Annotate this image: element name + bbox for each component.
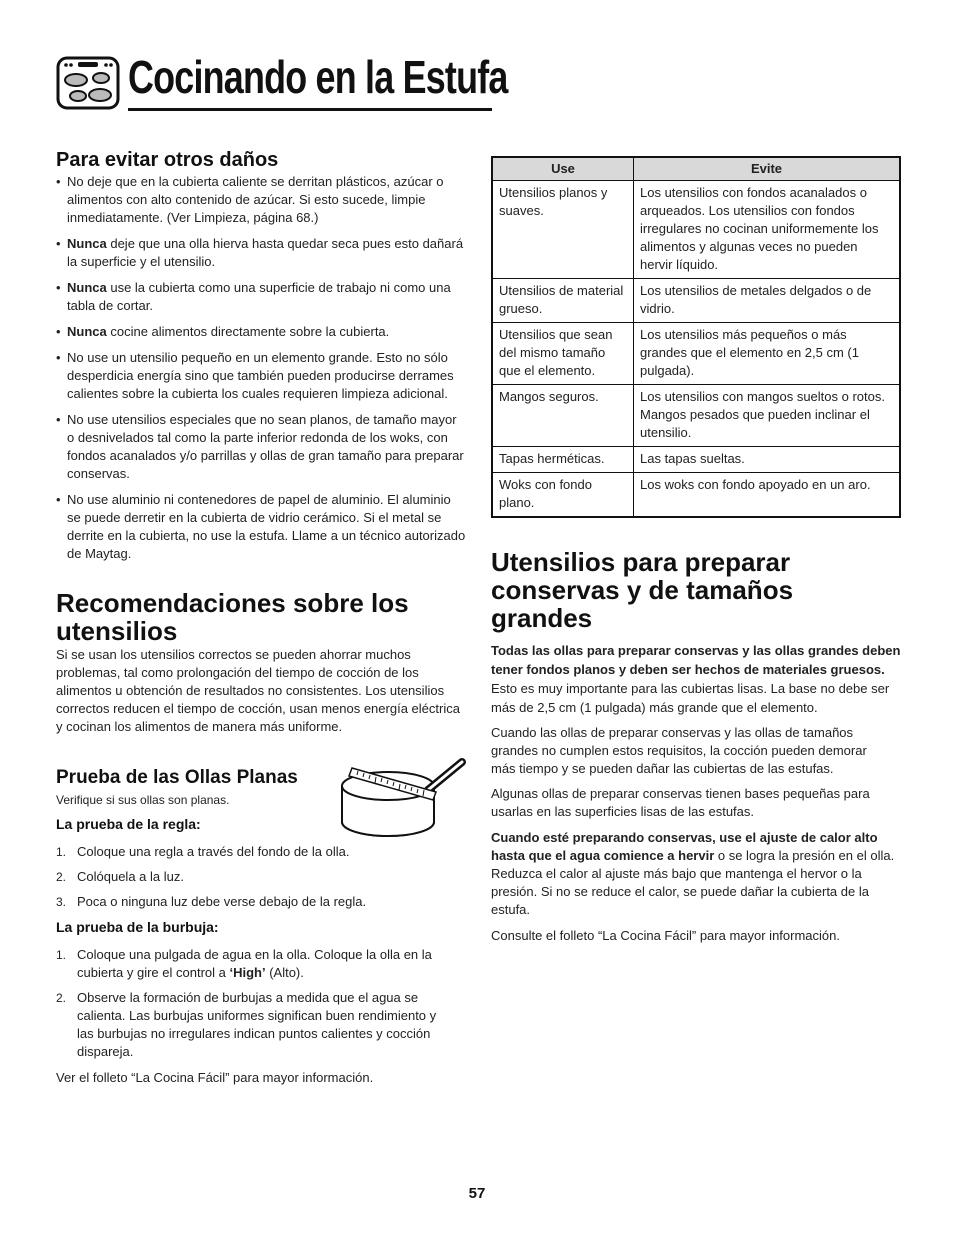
canning-para-2: Cuando las ollas de preparar conservas y las ollas de tamaños grandes no cumplen estos requisitos, la cocción pueden demorar más tiempo y se pueden dañar las cubiertas de las estufas. [491,725,867,776]
list-item: • Nunca cocine alimentos directamente sobre la cubierta. [56,323,466,341]
list-item: • No use aluminio ni contenedores de papel de aluminio. El aluminio se puede derretir en la cubierta de vidrio cerámico. Si el metal se derrite en la cubierta, no use la estufa. Llame a un técnico autorizado de Maytag. [56,491,466,563]
page-number: 57 [468,1185,486,1202]
avoid-cell: Las tapas sueltas. [634,447,901,473]
pan-ruler-icon [338,756,468,840]
avoid-list [56,173,466,571]
list-item: • No use un utensilio pequeño en un elemento grande. Esto no sólo desperdicia energía sino que también pueden producirse derrames calientes sobre la cubierta los cuales requieren limpieza adicional. [56,349,466,403]
avoid-cell: Los woks con fondo apoyado en un aro. [634,473,901,518]
list-item: 3. Poca o ninguna luz debe verse debajo de la regla. [56,894,367,909]
col-avoid-header: Evite [634,157,901,181]
bubble-heading: La prueba de la burbuja: [56,919,219,935]
use-cell: Woks con fondo plano. [492,473,634,518]
rec-text: Si se usan los utensilios correctos se pueden ahorrar muchos problemas, tal como prolongación del tiempo de cocción de los alimentos u obtención de resultados no consistentes. Los utensilios correctos reducen el tiempo de cocción, usan menos energía eléctrica y cocinan los alimentos de manera más uniforme. [56,647,460,734]
stove-icon [56,56,120,110]
list-item: • Nunca use la cubierta como una superficie de trabajo ni como una tabla de cortar. [56,279,466,315]
utensil-table [491,156,901,518]
canning-heading: Utensilios para preparar conservas y de tamaños grandes [491,547,794,633]
avoid-heading: Para evitar otros daños [56,149,279,171]
col-use-header: Use [492,157,634,181]
canning-para-3: Algunas ollas de preparar conservas tienen bases pequeñas para usarlas en las superficies lisas de las estufas. [491,786,870,819]
avoid-cell: Los utensilios con fondos acanalados o arqueados. Los utensilios con fondos irregulares no cocinan uniformemente los alimentos y algunas veces no pueden hervir líquido. [634,181,901,279]
avoid-cell: Los utensilios con mangos sueltos o rotos. Mangos pesados que pueden inclinar el utensilio. [634,385,901,447]
list-item: 1. Coloque una pulgada de agua en la olla. Coloque la olla en la cubierta y gire el control a ‘High’ (Alto). [56,947,432,980]
canning-para-1: Todas las ollas para preparar conservas y las ollas grandes deben tener fondos planos y deben ser hechos de materiales gruesos. Esto es muy importante para las cubiertas lisas. La base no debe ser más de 2,5 cm (1 pulgada) más grande que el elemento. [491,643,901,715]
table-row [492,447,900,473]
bubble-steps [56,946,456,1068]
use-cell: Tapas herméticas. [492,447,634,473]
page-title: Cocinando en la Estufa [128,51,508,103]
list-item: • No use utensilios especiales que no sean planos, de tamaño mayor o desnivelados tal como la parte inferior redonda de los woks, con fondos acanalados y/o parrillas y ollas de gran tamaño para preparar conservas. [56,411,466,483]
table-header-row [492,157,900,181]
rec-heading: Recomendaciones sobre los utensilios [56,588,409,646]
table-row [492,385,900,447]
flat-intro: Verifique si sus ollas son planas. [56,793,230,807]
table-row [492,181,900,279]
ruler-steps [56,843,466,918]
table-row [492,473,900,518]
avoid-cell: Los utensilios más pequeños o más grandes que el elemento en 2,5 cm (1 pulgada). [634,323,901,385]
list-item: • No deje que en la cubierta caliente se derritan plásticos, azúcar o alimentos con alto contenido de azúcar. Si esto sucede, limpie inmediatamente. (Ver Limpieza, página 68.) [56,173,466,227]
table-row [492,279,900,323]
title-underline [128,108,492,111]
canning-para-5: Consulte el folleto “La Cocina Fácil” para mayor información. [491,928,840,943]
list-item: • Nunca deje que una olla hierva hasta quedar seca pues esto dañará la superficie y el utensilio. [56,235,466,271]
avoid-cell: Los utensilios de metales delgados o de vidrio. [634,279,901,323]
list-item: 1. Coloque una regla a través del fondo de la olla. [56,844,350,859]
use-cell: Utensilios que sean del mismo tamaño que el elemento. [492,323,634,385]
use-cell: Mangos seguros. [492,385,634,447]
see-also-text: Ver el folleto “La Cocina Fácil” para mayor información. [56,1070,374,1085]
ruler-heading: La prueba de la regla: [56,816,201,832]
list-item: 2. Colóquela a la luz. [56,869,184,884]
table-row [492,323,900,385]
use-cell: Utensilios de material grueso. [492,279,634,323]
list-item: 2. Observe la formación de burbujas a medida que el agua se calienta. Las burbujas uniformes significan buen rendimiento y las burbujas no irregulares indican puntos calientes y cocción dispareja. [56,990,437,1059]
canning-para-4: Cuando esté preparando conservas, use el ajuste de calor alto hasta que el agua comience a hervir o se logra la presión en el olla. Reduzca el calor al ajuste más bajo que mantenga el hervor o la presión. Si no se reduce el calor, se puede dañar la cubierta de la estufa. [491,830,895,917]
use-cell: Utensilios planos y suaves. [492,181,634,279]
flat-heading: Prueba de las Ollas Planas [56,767,298,788]
